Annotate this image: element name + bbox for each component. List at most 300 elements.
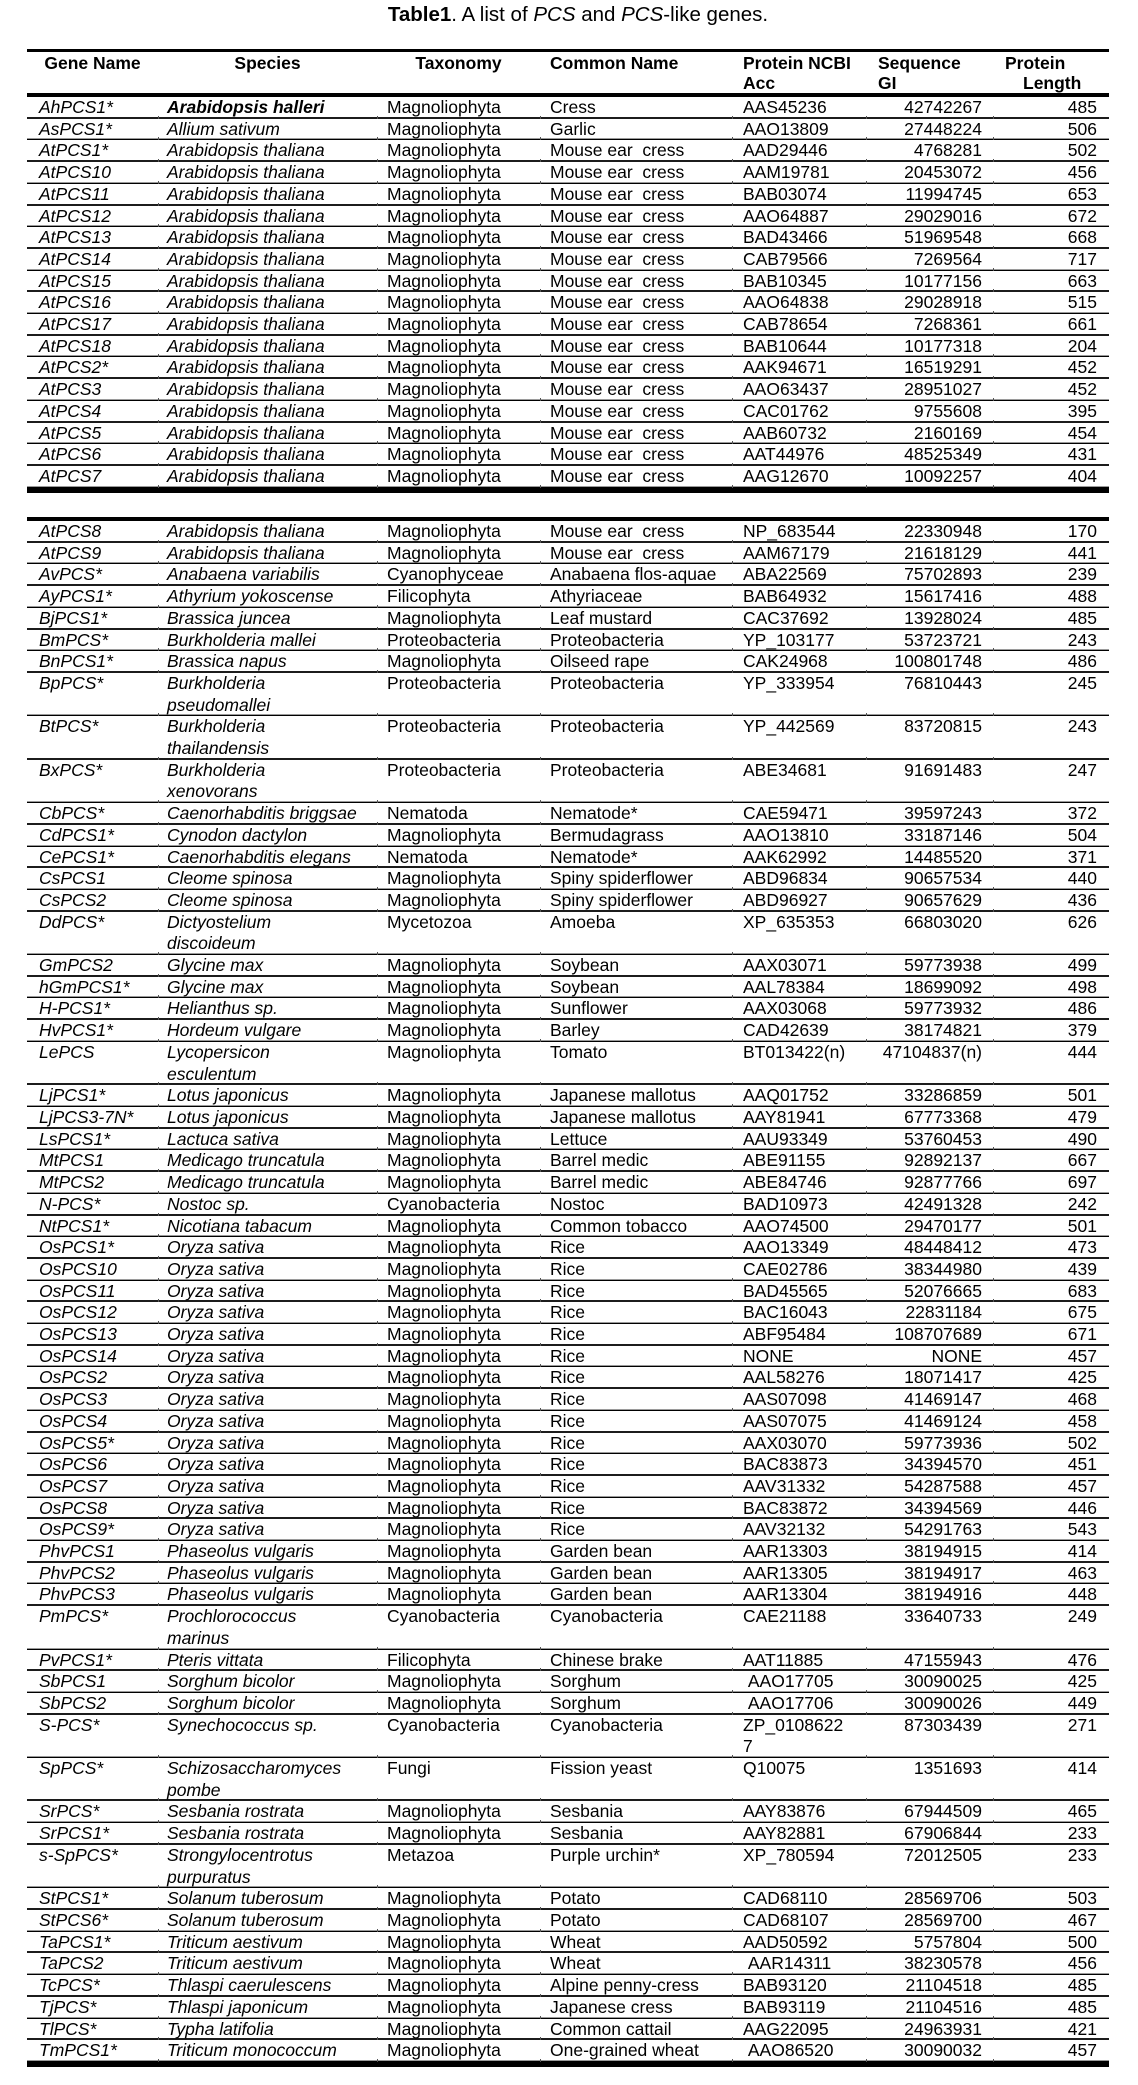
species-name: Typha latifolia — [167, 2018, 274, 2039]
cell-taxonomy: Magnoliophyta — [377, 1584, 540, 1606]
table-row — [27, 630, 1109, 652]
accession-id: BAB64932 — [743, 586, 827, 607]
cell-length: 372 — [993, 803, 1109, 825]
table-row — [27, 1606, 1109, 1649]
cell-gene: MtPCS1 — [27, 1150, 158, 1172]
species-name: Phaseolus vulgaris — [167, 1562, 314, 1583]
cell-species — [158, 1367, 377, 1389]
table-row — [27, 401, 1109, 423]
cell-gi: 48448412 — [866, 1237, 993, 1259]
table-row — [27, 1650, 1109, 1672]
accession-id: ABA22569 — [743, 564, 827, 585]
cell-length: 485 — [993, 608, 1109, 630]
cell-protein-acc — [732, 466, 866, 488]
species-name: Prochlorococcus marinus — [167, 1606, 297, 1648]
species-name: Phaseolus vulgaris — [167, 1584, 314, 1605]
cell-taxonomy: Magnoliophyta — [377, 608, 540, 630]
cell-common-name: Rice — [540, 1454, 732, 1476]
accession-id: ABD96927 — [743, 889, 828, 910]
cell-length: 170 — [993, 521, 1109, 543]
cell-species — [158, 1476, 377, 1498]
cell-species — [158, 890, 377, 912]
cell-taxonomy: Magnoliophyta — [377, 162, 540, 184]
cell-species — [158, 1910, 377, 1932]
accession-id: Q10075 — [743, 1758, 806, 1779]
cell-length: 697 — [993, 1172, 1109, 1194]
cell-taxonomy: Cyanobacteria — [377, 1194, 540, 1216]
cell-gi: 83720815 — [866, 716, 993, 759]
table-row — [27, 651, 1109, 673]
table-row — [27, 1020, 1109, 1042]
species-name: Arabidopsis thaliana — [167, 292, 325, 313]
cell-taxonomy: Magnoliophyta — [377, 379, 540, 401]
species-name: Arabidopsis thaliana — [167, 521, 325, 541]
species-name: Oryza sativa — [167, 1237, 265, 1258]
cell-gi: 76810443 — [866, 673, 993, 716]
cell-gi: 47155943 — [866, 1650, 993, 1672]
cell-taxonomy: Magnoliophyta — [377, 1129, 540, 1151]
cell-gene: PmPCS* — [27, 1606, 158, 1649]
table-row — [27, 521, 1109, 543]
cell-length: 439 — [993, 1259, 1109, 1281]
cell-common-name: Rice — [540, 1367, 732, 1389]
cell-species — [158, 314, 377, 336]
species-name: Arabidopsis thaliana — [167, 248, 325, 269]
cell-taxonomy: Magnoliophyta — [377, 977, 540, 999]
cell-taxonomy: Magnoliophyta — [377, 119, 540, 141]
cell-gi: 67944509 — [866, 1801, 993, 1823]
cell-common-name: Sunflower — [540, 998, 732, 1020]
cell-species — [158, 1888, 377, 1910]
cell-gi: 28569706 — [866, 1888, 993, 1910]
cell-gi: 52076665 — [866, 1281, 993, 1303]
cell-protein-acc — [732, 955, 866, 977]
cell-gi: 29029016 — [866, 206, 993, 228]
cell-gi: 51969548 — [866, 227, 993, 249]
cell-gene: PhvPCS3 — [27, 1584, 158, 1606]
cell-length: 247 — [993, 760, 1109, 803]
species-name: Glycine max — [167, 955, 264, 976]
table-row — [27, 977, 1109, 999]
cell-length: 431 — [993, 444, 1109, 466]
cell-taxonomy: Magnoliophyta — [377, 271, 540, 293]
species-name: Lotus japonicus — [167, 1085, 289, 1106]
cell-protein-acc — [732, 292, 866, 314]
table-row — [27, 1194, 1109, 1216]
cell-length: 404 — [993, 466, 1109, 488]
cell-common-name: Garden bean — [540, 1563, 732, 1585]
cell-taxonomy: Proteobacteria — [377, 716, 540, 759]
species-name: Oryza sativa — [167, 1454, 265, 1475]
cell-protein-acc — [732, 2019, 866, 2041]
cell-gene: StPCS6* — [27, 1910, 158, 1932]
cell-common-name: Rice — [540, 1346, 732, 1368]
species-name: Oryza sativa — [167, 1302, 265, 1323]
cell-gene: SpPCS* — [27, 1758, 158, 1801]
cell-common-name: Mouse ear cress — [540, 206, 732, 228]
species-name: Arabidopsis thaliana — [167, 379, 325, 400]
accession-id: ABE84746 — [743, 1172, 827, 1193]
cell-taxonomy: Magnoliophyta — [377, 2019, 540, 2041]
cell-species — [158, 760, 377, 803]
cell-species — [158, 140, 377, 162]
cell-gi: 27448224 — [866, 119, 993, 141]
cell-taxonomy: Magnoliophyta — [377, 1888, 540, 1910]
cell-length: 499 — [993, 955, 1109, 977]
cell-common-name: Nematode* — [540, 847, 732, 869]
cell-gene: OsPCS3 — [27, 1389, 158, 1411]
cell-common-name: Sorghum — [540, 1693, 732, 1715]
accession-id: BAD45565 — [743, 1280, 828, 1301]
cell-length: 452 — [993, 357, 1109, 379]
table-row — [27, 760, 1109, 803]
cell-common-name: Common tobacco — [540, 1216, 732, 1238]
cell-common-name: Rice — [540, 1302, 732, 1324]
cell-common-name: Barrel medic — [540, 1150, 732, 1172]
accession-id: AAU93349 — [743, 1128, 828, 1149]
cell-gene: CbPCS* — [27, 803, 158, 825]
accession-id: AAD29446 — [743, 140, 828, 161]
cell-taxonomy: Magnoliophyta — [377, 206, 540, 228]
table-row — [27, 249, 1109, 271]
accession-id: AAK94671 — [743, 357, 827, 378]
cell-length: 473 — [993, 1237, 1109, 1259]
cell-common-name: Amoeba — [540, 912, 732, 955]
cell-protein-acc — [732, 803, 866, 825]
cell-gene: AvPCS* — [27, 564, 158, 586]
table-row — [27, 586, 1109, 608]
cell-length: 661 — [993, 314, 1109, 336]
cell-taxonomy: Magnoliophyta — [377, 1910, 540, 1932]
cell-length: 233 — [993, 1823, 1109, 1845]
cell-gi: 28951027 — [866, 379, 993, 401]
accession-id: NONE — [743, 1345, 794, 1366]
species-name: Medicago truncatula — [167, 1172, 325, 1193]
table-row — [27, 1541, 1109, 1563]
table-row — [27, 912, 1109, 955]
accession-id: AAY81941 — [743, 1106, 826, 1127]
accession-id: ZP_01086227 — [743, 1714, 844, 1757]
cell-species — [158, 1259, 377, 1281]
cell-gi: 9755608 — [866, 401, 993, 423]
cell-protein-acc — [732, 1324, 866, 1346]
accession-id: CAC01762 — [743, 400, 829, 421]
cell-species — [158, 357, 377, 379]
cell-common-name: Barrel medic — [540, 1172, 732, 1194]
cell-common-name: Rice — [540, 1259, 732, 1281]
cell-length: 425 — [993, 1367, 1109, 1389]
species-name: Arabidopsis thaliana — [167, 205, 325, 226]
cell-species — [158, 1845, 377, 1888]
cell-species — [158, 1172, 377, 1194]
cell-gene: AtPCS12 — [27, 206, 158, 228]
cell-taxonomy: Magnoliophyta — [377, 1020, 540, 1042]
cell-gi: 20453072 — [866, 162, 993, 184]
cell-protein-acc — [732, 1584, 866, 1606]
cell-length: 502 — [993, 140, 1109, 162]
table-row — [27, 2040, 1109, 2062]
cell-common-name: Mouse ear cress — [540, 140, 732, 162]
cell-protein-acc — [732, 521, 866, 543]
species-name: Arabidopsis thaliana — [167, 542, 325, 563]
cell-length: 488 — [993, 586, 1109, 608]
cell-species — [158, 423, 377, 445]
cell-species — [158, 608, 377, 630]
cell-gene: PhvPCS2 — [27, 1563, 158, 1585]
cell-species — [158, 673, 377, 716]
cell-protein-acc — [732, 1411, 866, 1433]
cell-protein-acc — [732, 1237, 866, 1259]
cell-taxonomy: Cyanobacteria — [377, 1606, 540, 1649]
table-row — [27, 1519, 1109, 1541]
cell-length: 668 — [993, 227, 1109, 249]
cell-taxonomy: Magnoliophyta — [377, 1563, 540, 1585]
accession-id: AAD50592 — [743, 1931, 828, 1952]
cell-length: 515 — [993, 292, 1109, 314]
species-name: Burkholderia xenovorans — [167, 759, 266, 802]
cell-gene: OsPCS14 — [27, 1346, 158, 1368]
species-name: Oryza sativa — [167, 1432, 265, 1453]
cell-gene: GmPCS2 — [27, 955, 158, 977]
accession-id: AAB60732 — [743, 422, 827, 443]
cell-taxonomy: Magnoliophyta — [377, 1932, 540, 1954]
cell-species — [158, 1671, 377, 1693]
column-header-label: Sequence — [878, 53, 961, 73]
cell-gene: AtPCS2* — [27, 357, 158, 379]
table-row — [27, 543, 1109, 565]
cell-gene: AsPCS1* — [27, 119, 158, 141]
cell-taxonomy: Proteobacteria — [377, 760, 540, 803]
cell-species — [158, 2040, 377, 2062]
cell-gi: 92892137 — [866, 1150, 993, 1172]
cell-gene: AtPCS1* — [27, 140, 158, 162]
species-name: Synechococcus sp. — [167, 1714, 318, 1735]
table-row — [27, 444, 1109, 466]
cell-gene: SbPCS1 — [27, 1671, 158, 1693]
table-row — [27, 2019, 1109, 2041]
cell-species — [158, 1758, 377, 1801]
cell-taxonomy: Magnoliophyta — [377, 1801, 540, 1823]
cell-species — [158, 1107, 377, 1129]
species-name: Burkholderia pseudomallei — [167, 672, 271, 715]
cell-species — [158, 1498, 377, 1520]
column-header-label: Taxonomy — [415, 53, 502, 73]
cell-taxonomy: Magnoliophyta — [377, 466, 540, 488]
species-name: Arabidopsis thaliana — [167, 162, 325, 183]
cell-gene: AtPCS8 — [27, 521, 158, 543]
species-name: Arabidopsis halleri — [167, 97, 325, 117]
cell-gene: BjPCS1* — [27, 608, 158, 630]
table-row — [27, 466, 1109, 488]
cell-gene: LsPCS1* — [27, 1129, 158, 1151]
cell-taxonomy: Magnoliophyta — [377, 1476, 540, 1498]
table-row — [27, 868, 1109, 890]
cell-taxonomy: Magnoliophyta — [377, 1346, 540, 1368]
cell-common-name: Mouse ear cress — [540, 162, 732, 184]
cell-common-name: Cyanobacteria — [540, 1606, 732, 1649]
cell-length: 485 — [993, 97, 1109, 119]
cell-gene: OsPCS11 — [27, 1281, 158, 1303]
species-name: Arabidopsis thaliana — [167, 140, 325, 161]
cell-gi: 7268361 — [866, 314, 993, 336]
cell-species — [158, 1085, 377, 1107]
cell-protein-acc — [732, 249, 866, 271]
cell-length: 479 — [993, 1107, 1109, 1129]
cell-gi: 53760453 — [866, 1129, 993, 1151]
cell-common-name: Rice — [540, 1411, 732, 1433]
cell-common-name: Spiny spiderflower — [540, 868, 732, 890]
cell-species — [158, 630, 377, 652]
cell-taxonomy: Magnoliophyta — [377, 998, 540, 1020]
cell-length: 501 — [993, 1216, 1109, 1238]
cell-gi: NONE — [866, 1346, 993, 1368]
cell-protein-acc — [732, 1932, 866, 1954]
cell-length: 436 — [993, 890, 1109, 912]
cell-gene: BxPCS* — [27, 760, 158, 803]
accession-id: AAT44976 — [743, 444, 825, 465]
cell-gi: 38194915 — [866, 1541, 993, 1563]
cell-length: 454 — [993, 423, 1109, 445]
cell-common-name: Bermudagrass — [540, 825, 732, 847]
cell-common-name: Rice — [540, 1476, 732, 1498]
cell-species — [158, 1302, 377, 1324]
cell-gene: LjPCS3-7N* — [27, 1107, 158, 1129]
cell-taxonomy: Cyanobacteria — [377, 1715, 540, 1758]
cell-gi: 16519291 — [866, 357, 993, 379]
cell-taxonomy: Magnoliophyta — [377, 184, 540, 206]
cell-taxonomy: Magnoliophyta — [377, 1953, 540, 1975]
table-row — [27, 1411, 1109, 1433]
table-row — [27, 998, 1109, 1020]
cell-species — [158, 1346, 377, 1368]
cell-common-name: Mouse ear cress — [540, 249, 732, 271]
accession-id: BAD43466 — [743, 227, 828, 248]
species-name: Oryza sativa — [167, 1497, 265, 1518]
cell-taxonomy: Magnoliophyta — [377, 521, 540, 543]
cell-gi: 108707689 — [866, 1324, 993, 1346]
cell-gene: OsPCS13 — [27, 1324, 158, 1346]
cell-protein-acc — [732, 1259, 866, 1281]
cell-common-name: Spiny spiderflower — [540, 890, 732, 912]
cell-taxonomy: Mycetozoa — [377, 912, 540, 955]
cell-gi: 30090032 — [866, 2040, 993, 2062]
cell-species — [158, 543, 377, 565]
species-name: Arabidopsis thaliana — [167, 335, 325, 356]
cell-gi: 54291763 — [866, 1519, 993, 1541]
species-name: Allium sativum — [167, 118, 280, 139]
cell-protein-acc — [732, 651, 866, 673]
species-name: Cynodon dactylon — [167, 824, 308, 845]
cell-species — [158, 249, 377, 271]
cell-common-name: Mouse ear cress — [540, 466, 732, 488]
accession-id: AAV32132 — [743, 1519, 826, 1540]
cell-gi: 90657534 — [866, 868, 993, 890]
cell-length: 506 — [993, 119, 1109, 141]
table-row — [27, 1758, 1109, 1801]
accession-id: AAS45236 — [743, 97, 827, 117]
accession-id: BAB10644 — [743, 335, 827, 356]
cell-taxonomy: Nematoda — [377, 847, 540, 869]
table-row — [27, 119, 1109, 141]
table-row — [27, 1107, 1109, 1129]
species-name: Phaseolus vulgaris — [167, 1541, 314, 1562]
cell-species — [158, 1129, 377, 1151]
column-header-protein-acc — [732, 52, 866, 97]
cell-taxonomy: Magnoliophyta — [377, 292, 540, 314]
cell-length: 458 — [993, 1411, 1109, 1433]
accession-id: CAB78654 — [743, 314, 828, 335]
cell-common-name: Athyriaceae — [540, 586, 732, 608]
cell-gi: 28569700 — [866, 1910, 993, 1932]
cell-protein-acc — [732, 1845, 866, 1888]
cell-gene: OsPCS10 — [27, 1259, 158, 1281]
cell-protein-acc — [732, 423, 866, 445]
cell-length: 463 — [993, 1563, 1109, 1585]
species-name: Brassica napus — [167, 651, 287, 672]
cell-gene: MtPCS2 — [27, 1172, 158, 1194]
cell-length: 486 — [993, 651, 1109, 673]
cell-length: 441 — [993, 543, 1109, 565]
cell-species — [158, 1975, 377, 1997]
cell-common-name: Proteobacteria — [540, 630, 732, 652]
species-name: Arabidopsis thaliana — [167, 444, 325, 465]
cell-gene: PvPCS1* — [27, 1650, 158, 1672]
cell-common-name: Sorghum — [540, 1671, 732, 1693]
cell-gi: 21618129 — [866, 543, 993, 565]
accession-id: AAM19781 — [743, 162, 830, 183]
species-name: Arabidopsis thaliana — [167, 314, 325, 335]
cell-length: 421 — [993, 2019, 1109, 2041]
cell-gene: HvPCS1* — [27, 1020, 158, 1042]
cell-common-name: Garlic — [540, 119, 732, 141]
cell-taxonomy: Magnoliophyta — [377, 543, 540, 565]
column-header-label: Acc — [743, 73, 776, 93]
cell-gene: AtPCS18 — [27, 336, 158, 358]
species-name: Oryza sativa — [167, 1410, 265, 1431]
accession-id: XP_635353 — [743, 911, 835, 932]
cell-gi: 21104516 — [866, 1997, 993, 2019]
cell-species — [158, 1801, 377, 1823]
species-name: Cleome spinosa — [167, 889, 293, 910]
cell-gi: 53723721 — [866, 630, 993, 652]
cell-common-name: Rice — [540, 1324, 732, 1346]
column-header-length — [993, 52, 1109, 97]
cell-protein-acc — [732, 1693, 866, 1715]
cell-taxonomy: Magnoliophyta — [377, 1172, 540, 1194]
table-row — [27, 184, 1109, 206]
accession-id: AAK62992 — [743, 846, 827, 867]
species-name: Sesbania rostrata — [167, 1823, 305, 1844]
cell-length: 249 — [993, 1606, 1109, 1649]
cell-gi: 10177318 — [866, 336, 993, 358]
species-name: Arabidopsis thaliana — [167, 400, 325, 421]
cell-gi: 18699092 — [866, 977, 993, 999]
cell-protein-acc — [732, 760, 866, 803]
cell-gi: 22330948 — [866, 521, 993, 543]
cell-taxonomy: Magnoliophyta — [377, 314, 540, 336]
cell-protein-acc — [732, 1281, 866, 1303]
cell-gene: BnPCS1* — [27, 651, 158, 673]
cell-gi: 38194916 — [866, 1584, 993, 1606]
table-caption — [0, 0, 1138, 30]
cell-gi: 34394569 — [866, 1498, 993, 1520]
cell-protein-acc — [732, 1606, 866, 1649]
cell-common-name: Rice — [540, 1237, 732, 1259]
cell-gi: 4768281 — [866, 140, 993, 162]
cell-taxonomy: Magnoliophyta — [377, 1823, 540, 1845]
cell-gene: AtPCS15 — [27, 271, 158, 293]
accession-id: AAX03071 — [743, 955, 827, 976]
